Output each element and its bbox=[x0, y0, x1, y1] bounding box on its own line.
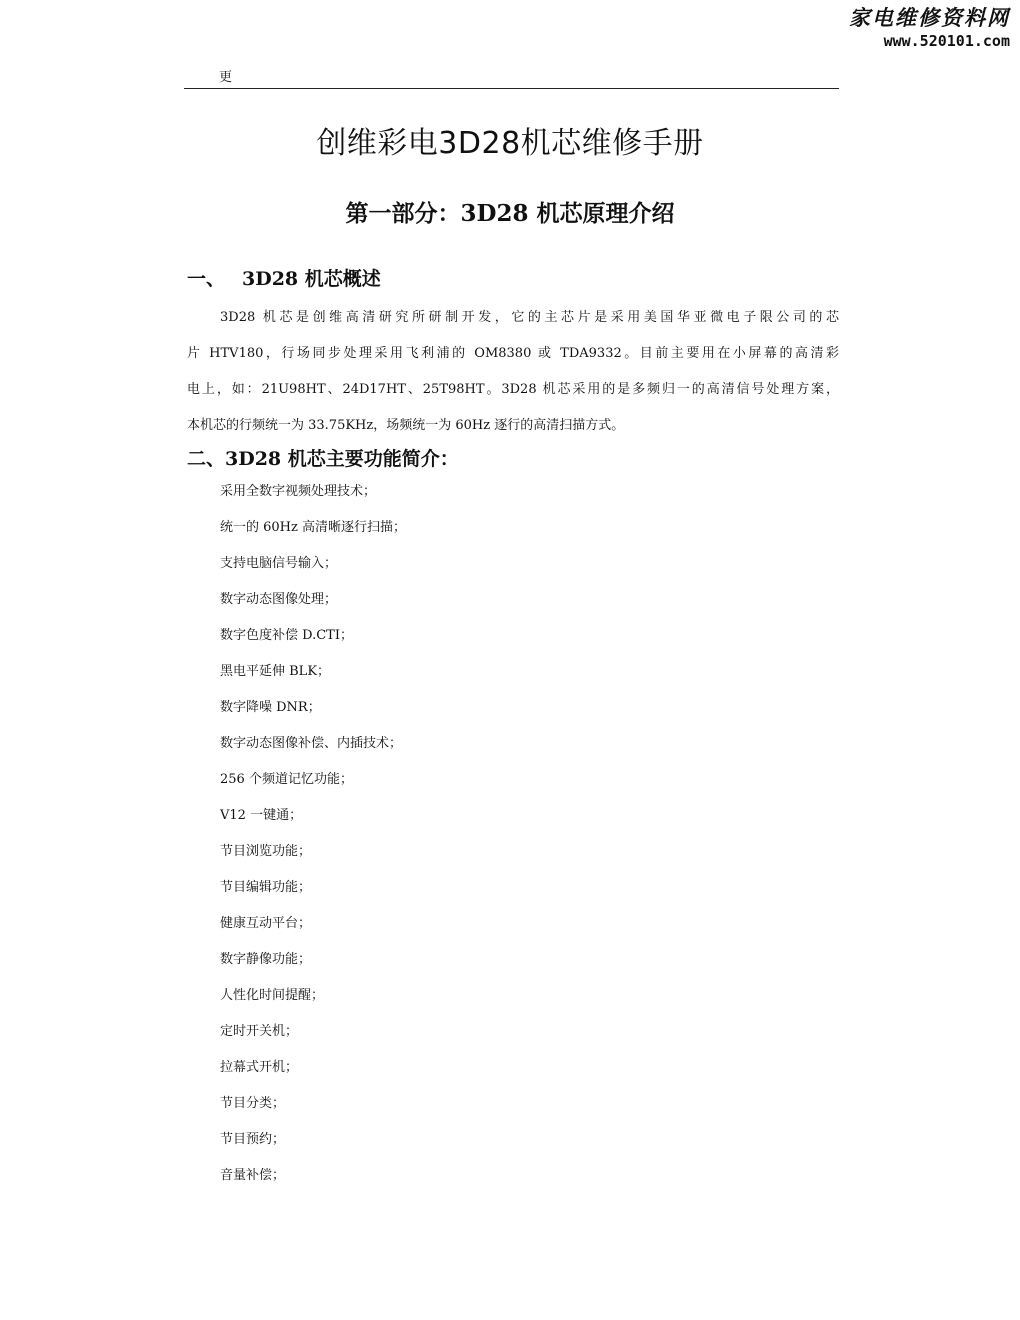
section-1-title: 3D28 机芯概述 bbox=[242, 268, 381, 290]
site-watermark bbox=[849, 4, 1010, 50]
part-title: 第一部分：3D28 机芯原理介绍 bbox=[345, 200, 675, 227]
document-title: 创维彩电3D28机芯维修手册 bbox=[316, 126, 704, 161]
section-1-number: 一、 bbox=[187, 268, 226, 290]
paragraph-line: 本机芯的行频统一为 33.75KHz，场频统一为 60Hz 逐行的高清扫描方式。 bbox=[187, 418, 625, 433]
feature-item: V12 一键通； bbox=[220, 808, 303, 823]
feature-item: 支持电脑信号输入； bbox=[220, 556, 338, 571]
feature-item: 256 个频道记忆功能； bbox=[220, 772, 353, 787]
feature-item: 统一的 60Hz 高清晰逐行扫描； bbox=[220, 520, 406, 535]
paragraph-line: 3D28 机芯是创维高清研究所研制开发，它的主芯片是采用美国华亚微电子限公司的芯 bbox=[220, 310, 839, 325]
feature-item: 数字色度补偿 D.CTI； bbox=[220, 628, 353, 643]
section-2-heading: 二、3D28 机芯主要功能简介： bbox=[187, 448, 459, 470]
feature-item: 节目预约； bbox=[220, 1132, 286, 1147]
watermark-site-name: 家电维修资料网 bbox=[849, 5, 1010, 30]
feature-item: 拉幕式开机； bbox=[220, 1060, 299, 1075]
feature-item: 采用全数字视频处理技术； bbox=[220, 484, 377, 499]
feature-item: 定时开关机； bbox=[220, 1024, 299, 1039]
feature-item: 数字降噪 DNR； bbox=[220, 700, 321, 715]
feature-item: 节目分类； bbox=[220, 1096, 286, 1111]
feature-item: 健康互动平台； bbox=[220, 916, 312, 931]
watermark-url: www.520101.com bbox=[883, 32, 1010, 50]
paragraph-line: 电上，如：21U98HT、24D17HT、25T98HT。3D28 机芯采用的是多频归一的高清信号处理方案， bbox=[187, 382, 839, 397]
feature-item: 黑电平延伸 BLK； bbox=[220, 664, 331, 679]
feature-list bbox=[220, 474, 406, 1194]
paragraph-line: 片 HTV180，行场同步处理采用飞利浦的 OM8380 或 TDA9332。目前主要用在小屏幕的高清彩 bbox=[187, 346, 839, 361]
feature-item: 音量补偿； bbox=[220, 1168, 286, 1183]
header-mark: 更 bbox=[219, 70, 233, 85]
section-1-paragraph bbox=[187, 300, 839, 444]
feature-item: 数字动态图像处理； bbox=[220, 592, 338, 607]
feature-item: 节目浏览功能； bbox=[220, 844, 312, 859]
header-rule bbox=[184, 88, 839, 89]
feature-item: 数字静像功能； bbox=[220, 952, 312, 967]
feature-item: 数字动态图像补偿、内插技术； bbox=[220, 736, 403, 751]
feature-item: 节目编辑功能； bbox=[220, 880, 312, 895]
section-1-heading bbox=[187, 264, 381, 291]
feature-item: 人性化时间提醒； bbox=[220, 988, 325, 1003]
